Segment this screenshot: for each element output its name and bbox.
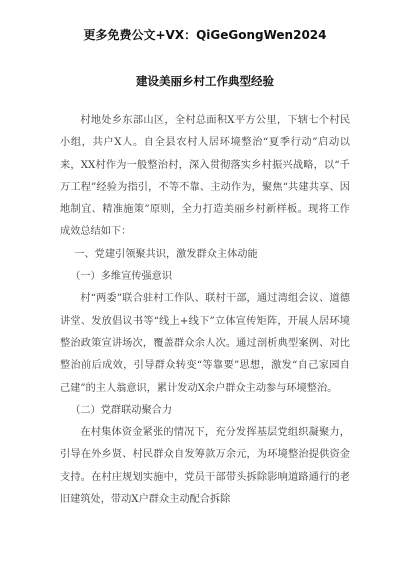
subheading-2: （二）党群联动聚合力 <box>70 404 173 416</box>
subheading-1: （一）多维宣传强意识 <box>70 271 173 283</box>
promo-header: 更多免费公文+VX：QiGeGongWen2024 <box>83 28 327 42</box>
section-heading-1: 一、党建引领聚共识，激发群众主体动能 <box>74 248 258 260</box>
document-body <box>60 110 350 511</box>
intro-paragraph: 村地处乡东部山区，全村总面积X平方公里，下辖七个村民小组，共户X人。自全县农村人居环境整治“夏季行动”启动以来，XX村作为一般整治村，深入贯彻落实乡村振兴战略，以“千万工程”经验为指引，不等不靠、主动作为，聚焦“共建共享、因地制宜、精准施策”原则，全力打造美丽乡村新样板。现将工作成效总结如下： <box>60 115 350 238</box>
paragraph-2: 在村集体资金紧张的情况下，充分发挥基层党组织凝聚力，引导在外乡贤、村民群众自发筹款万余元，为环境整治提供资金支持。在村庄规划实施中，党员干部带头拆除影响道路通行的老旧建筑处，带动X户群众主动配合拆除 <box>60 427 350 506</box>
document-title: 建设美丽乡村工作典型经验 <box>136 74 274 88</box>
paragraph-1: 村“两委”联合驻村工作队、联村干部，通过湾组会议、道德讲堂、发放倡议书等“线上+线下”立体宣传矩阵，开展人居环境整治政策宣讲场次，覆盖群众余人次。通过剖析典型案例、对比整治前后成效，引导群众转变“等靠要”思想，激发“自己家园自己建”的主人翁意识，累计发动X余户群众主动参与环境整治。 <box>60 293 350 394</box>
